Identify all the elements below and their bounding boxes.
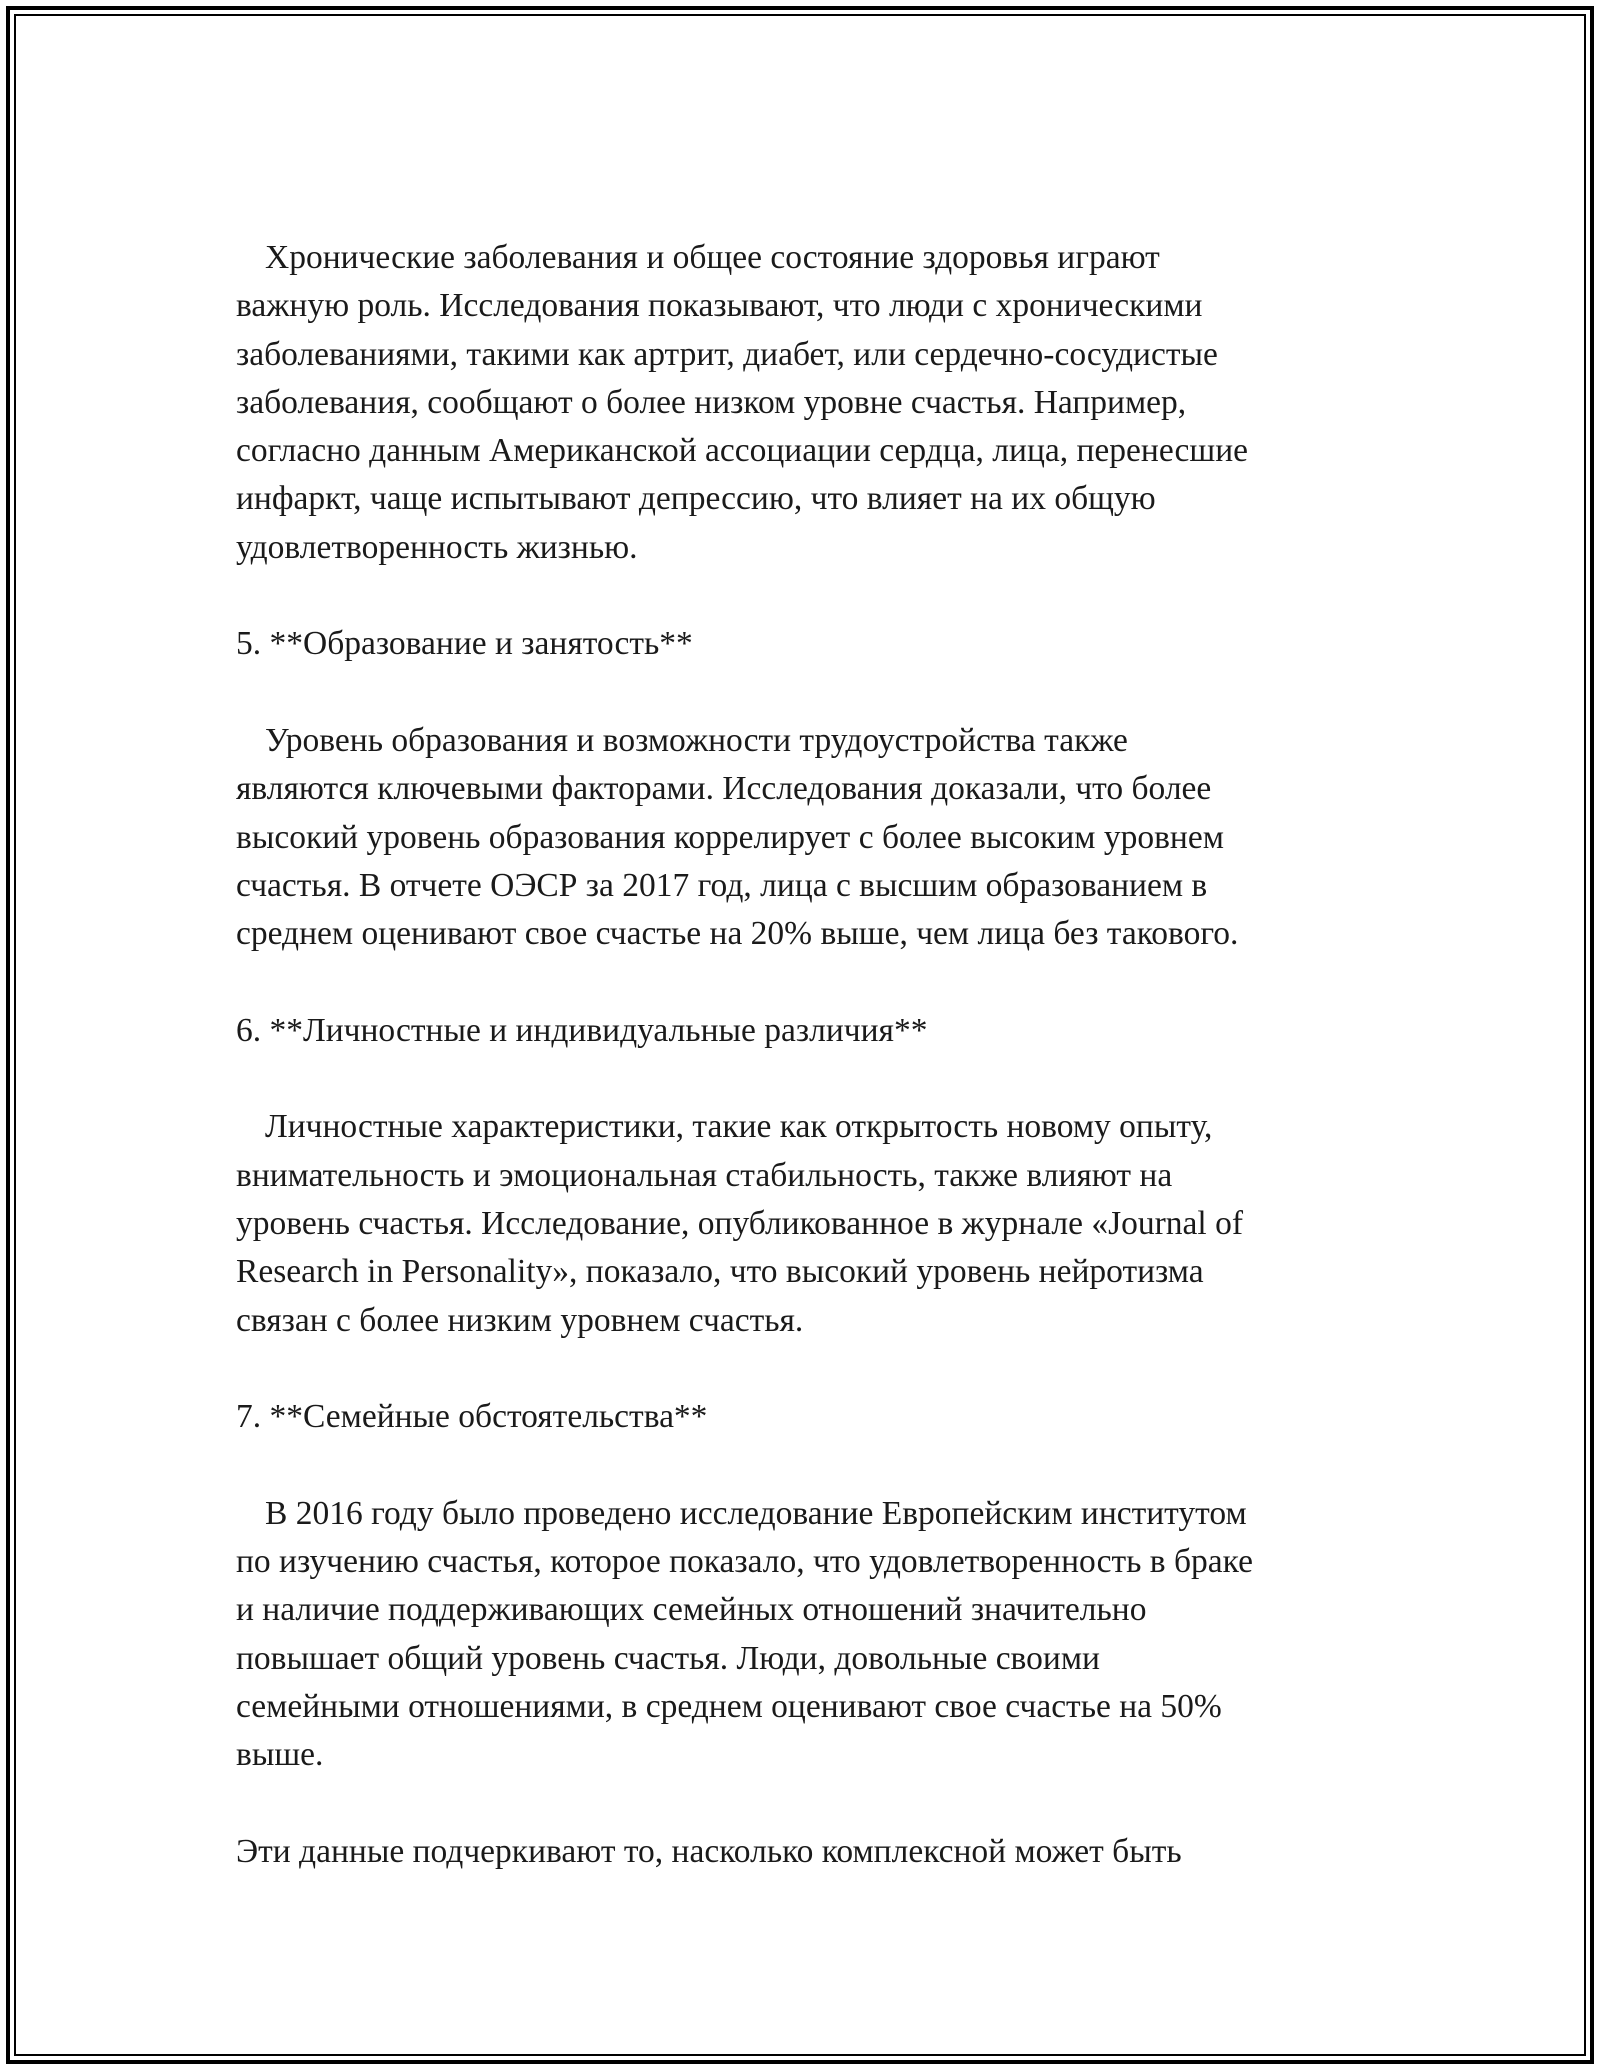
paragraph-chronic-diseases: Хронические заболевания и общее состояние здоровья играют важную роль. Исследования показывают, что люди с хроническими заболеваниями, такими как артрит, диабет, или сердечно-сосудистые заболевания, сообщают о более низком уровне счастья. Например, согласно данным Американской ассоциации сердца, лица, перенесшие инфаркт, чаще испытывают депрессию, что влияет на их общую удовлетворенность жизнью. bbox=[236, 239, 1249, 566]
paragraph-personality: Личностные характеристики, такие как открытость новому опыту, внимательность и эмоциональная стабильность, также влияют на уровень счастья. Исследование, опубликованное в журнале «Journal of Research in Personality», показало, что высокий уровень нейротизма связан с более низким уровнем счастья. bbox=[236, 1108, 1243, 1339]
paragraph-spacer bbox=[236, 958, 1376, 1006]
paragraph-spacer bbox=[236, 1441, 1376, 1489]
paragraph-spacer bbox=[236, 1780, 1376, 1828]
paragraph-spacer bbox=[236, 1055, 1376, 1103]
heading-family-circumstances: 7. **Семейные обстоятельства** bbox=[236, 1398, 708, 1436]
paragraph-spacer bbox=[236, 1345, 1376, 1393]
heading-personality-differences: 6. **Личностные и индивидуальные различия** bbox=[236, 1011, 928, 1049]
paragraph-spacer bbox=[236, 572, 1376, 620]
paragraph-education: Уровень образования и возможности трудоустройства также являются ключевыми факторами. Исследования доказали, что более высокий уровень образования коррелирует с более высоким уровнем счастья. В отчете ОЭСР за 2017 год, лица с высшим образованием в среднем оценивают свое счастье на 20% выше, чем лица без такового. bbox=[236, 721, 1239, 953]
paragraph-family: В 2016 году было проведено исследование Европейским институтом по изучению счастья, которое показало, что удовлетворенность в браке и наличие поддерживающих семейных отношений значительно повышает общий уровень счастья. Люди, довольные своими семейными отношениями, в среднем оценивают свое счастье на 50% выше. bbox=[236, 1494, 1253, 1774]
document-body bbox=[236, 234, 1376, 1876]
paragraph-conclusion: Эти данные подчеркивают то, насколько комплексной может быть bbox=[236, 1832, 1182, 1870]
paragraph-spacer bbox=[236, 669, 1376, 717]
heading-education-employment: 5. **Образование и занятость** bbox=[236, 625, 693, 663]
